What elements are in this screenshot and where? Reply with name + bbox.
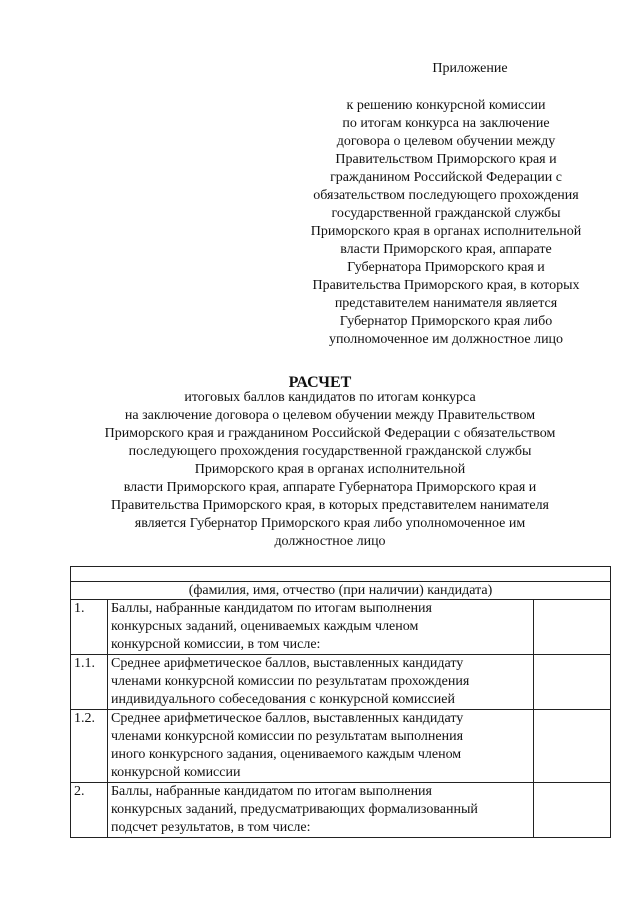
row-score-cell[interactable]	[534, 600, 611, 655]
score-table	[70, 566, 611, 838]
appendix-line: гражданином Российской Федерации с	[330, 170, 562, 185]
subtitle-line: должностное лицо	[274, 534, 386, 549]
appendix-line: обязательством последующего прохождения	[313, 188, 579, 203]
subtitle-line: Приморского края в органах исполнительной	[194, 462, 466, 477]
appendix-line: государственной гражданской службы	[331, 206, 561, 221]
row-number: 1.1.	[71, 655, 108, 710]
appendix-line: Приморского края в органах исполнительной	[310, 224, 582, 239]
row-description	[108, 600, 534, 655]
appendix-description	[296, 97, 596, 349]
row-text-line: иного конкурсного задания, оцениваемого каждым членом	[111, 747, 462, 762]
row-description	[108, 655, 534, 710]
appendix-line: Правительством Приморского края и	[335, 152, 557, 167]
row-text-line: подсчет результатов, в том числе:	[111, 820, 311, 835]
subtitle-line: последующего прохождения государственной гражданской службы	[128, 444, 532, 459]
row-text-line: членами конкурсной комиссии по результатам прохождения	[111, 674, 470, 689]
row-text-line: Баллы, набранные кандидатом по итогам выполнения	[111, 784, 432, 799]
row-text-line: Среднее арифметическое баллов, выставленных кандидату	[111, 656, 464, 671]
appendix-line: уполномоченное им должностное лицо	[328, 332, 564, 347]
appendix-title: Приложение	[432, 61, 508, 76]
row-text-line: членами конкурсной комиссии по результатам выполнения	[111, 729, 464, 744]
table-row	[71, 655, 611, 710]
row-number: 1.2.	[71, 710, 108, 783]
row-text-line: конкурсных заданий, оцениваемых каждым членом	[111, 619, 419, 634]
row-score-cell[interactable]	[534, 783, 611, 838]
subtitle-line: является Губернатор Приморского края либо уполномоченное им	[134, 516, 526, 531]
subtitle-line: итоговых баллов кандидатов по итогам конкурса	[184, 390, 476, 405]
row-score-cell[interactable]	[534, 710, 611, 783]
appendix-line: представителем нанимателя является	[334, 296, 558, 311]
row-text-line: конкурсной комиссии, в том числе:	[111, 637, 321, 652]
row-number: 2.	[71, 783, 108, 838]
row-text-line: конкурсной комиссии	[111, 765, 241, 780]
table-row	[71, 710, 611, 783]
row-text-line: Баллы, набранные кандидатом по итогам выполнения	[111, 601, 432, 616]
appendix-line: договора о целевом обучении между	[336, 134, 556, 149]
subtitle-line: на заключение договора о целевом обучении между Правительством	[124, 408, 536, 423]
document-heading: РАСЧЕТ	[288, 374, 352, 391]
appendix-line: к решению конкурсной комиссии	[346, 98, 546, 113]
row-text-line: индивидуального собеседования с конкурсной комиссией	[111, 692, 455, 707]
row-description	[108, 710, 534, 783]
appendix-line: власти Приморского края, аппарате	[340, 242, 552, 257]
row-score-cell[interactable]	[534, 655, 611, 710]
row-text-line: конкурсных заданий, предусматривающих формализованный	[111, 802, 478, 817]
candidate-name-row	[71, 567, 611, 582]
row-description	[108, 783, 534, 838]
row-number: 1.	[71, 600, 108, 655]
subtitle-line: власти Приморского края, аппарате Губернатора Приморского края и	[123, 480, 537, 495]
appendix-line: Губернатора Приморского края и	[347, 260, 545, 275]
document-subtitle	[60, 389, 600, 551]
candidate-caption-row	[71, 582, 611, 600]
table-row	[71, 783, 611, 838]
subtitle-line: Правительства Приморского края, в которых представителем нанимателя	[111, 498, 549, 513]
appendix-line: Правительства Приморского края, в которых	[312, 278, 580, 293]
appendix-line: по итогам конкурса на заключение	[342, 116, 550, 131]
row-text-line: Среднее арифметическое баллов, выставленных кандидату	[111, 711, 464, 726]
candidate-caption: (фамилия, имя, отчество (при наличии) кандидата)	[71, 582, 611, 600]
subtitle-line: Приморского края и гражданином Российской Федерации с обязательством	[104, 426, 556, 441]
appendix-line: Губернатор Приморского края либо	[339, 314, 553, 329]
candidate-name-cell[interactable]	[71, 567, 611, 582]
table-row	[71, 600, 611, 655]
